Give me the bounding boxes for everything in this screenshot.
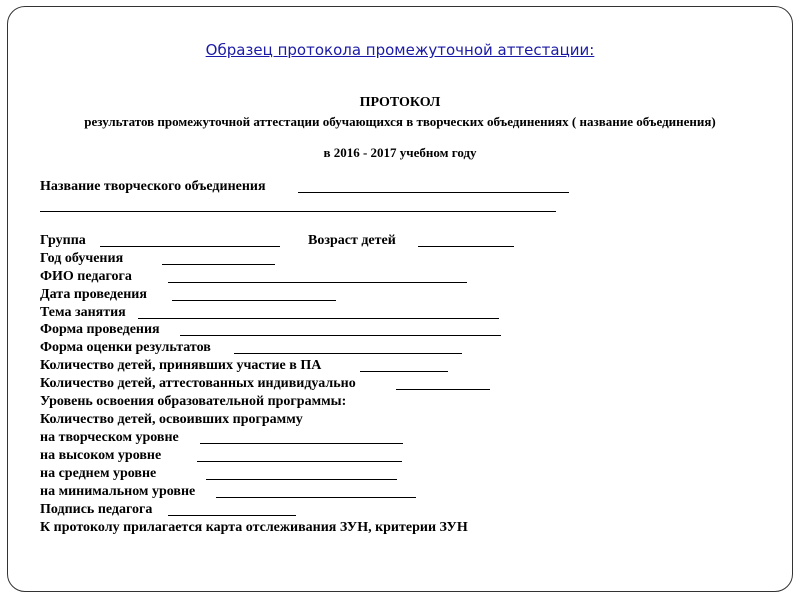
field-teacher: ФИО педагога: [40, 269, 132, 284]
protocol-title: ПРОТОКОЛ: [359, 95, 441, 110]
field-topic: Тема занятия: [40, 305, 126, 320]
field-evaluation-form: Форма оценки результатов: [40, 340, 211, 355]
field-mid-level: на среднем уровне: [40, 466, 157, 481]
blank-topic[interactable]: [138, 318, 499, 319]
field-individual: Количество детей, аттестованных индивидуально: [40, 376, 356, 391]
field-form: Форма проведения: [40, 322, 160, 337]
blank-signature[interactable]: [168, 515, 296, 516]
field-min-level: на минимальном уровне: [40, 484, 196, 499]
protocol-year: в 2016 - 2017 учебном году: [323, 145, 477, 160]
field-signature: Подпись педагога: [40, 502, 153, 517]
field-creative-level: на творческом уровне: [40, 430, 179, 445]
blank-mid-level[interactable]: [206, 479, 397, 480]
blank-group[interactable]: [100, 246, 280, 247]
field-group: Группа: [40, 233, 86, 248]
protocol-subtitle: результатов промежуточной аттестации обучающихся в творческих объединениях ( название объединения): [84, 114, 716, 129]
field-high-level: на высоком уровне: [40, 448, 162, 463]
field-mastery-level: Уровень освоения образовательной программы:: [40, 394, 347, 409]
blank-high-level[interactable]: [197, 461, 402, 462]
field-attachment: К протоколу прилагается карта отслеживания ЗУН, критерии ЗУН: [40, 520, 468, 535]
field-age: Возраст детей: [308, 233, 396, 248]
blank-study-year[interactable]: [162, 264, 275, 265]
page-heading: Образец протокола промежуточной аттестации:: [205, 41, 595, 59]
blank-evaluation-form[interactable]: [234, 353, 462, 354]
blank-form[interactable]: [180, 335, 501, 336]
field-mastered-count: Количество детей, освоивших программу: [40, 412, 303, 427]
field-association-name: Название творческого объединения: [40, 179, 266, 194]
blank-teacher[interactable]: [168, 282, 467, 283]
field-participants: Количество детей, принявших участие в ПА: [40, 358, 322, 373]
blank-individual[interactable]: [396, 389, 490, 390]
field-date: Дата проведения: [40, 287, 147, 302]
blank-date[interactable]: [172, 300, 336, 301]
field-study-year: Год обучения: [40, 251, 124, 266]
blank-creative-level[interactable]: [200, 443, 403, 444]
blank-association-name-2[interactable]: [40, 211, 556, 212]
blank-participants[interactable]: [360, 371, 448, 372]
blank-association-name[interactable]: [298, 192, 569, 193]
blank-min-level[interactable]: [216, 497, 416, 498]
blank-age[interactable]: [418, 246, 514, 247]
